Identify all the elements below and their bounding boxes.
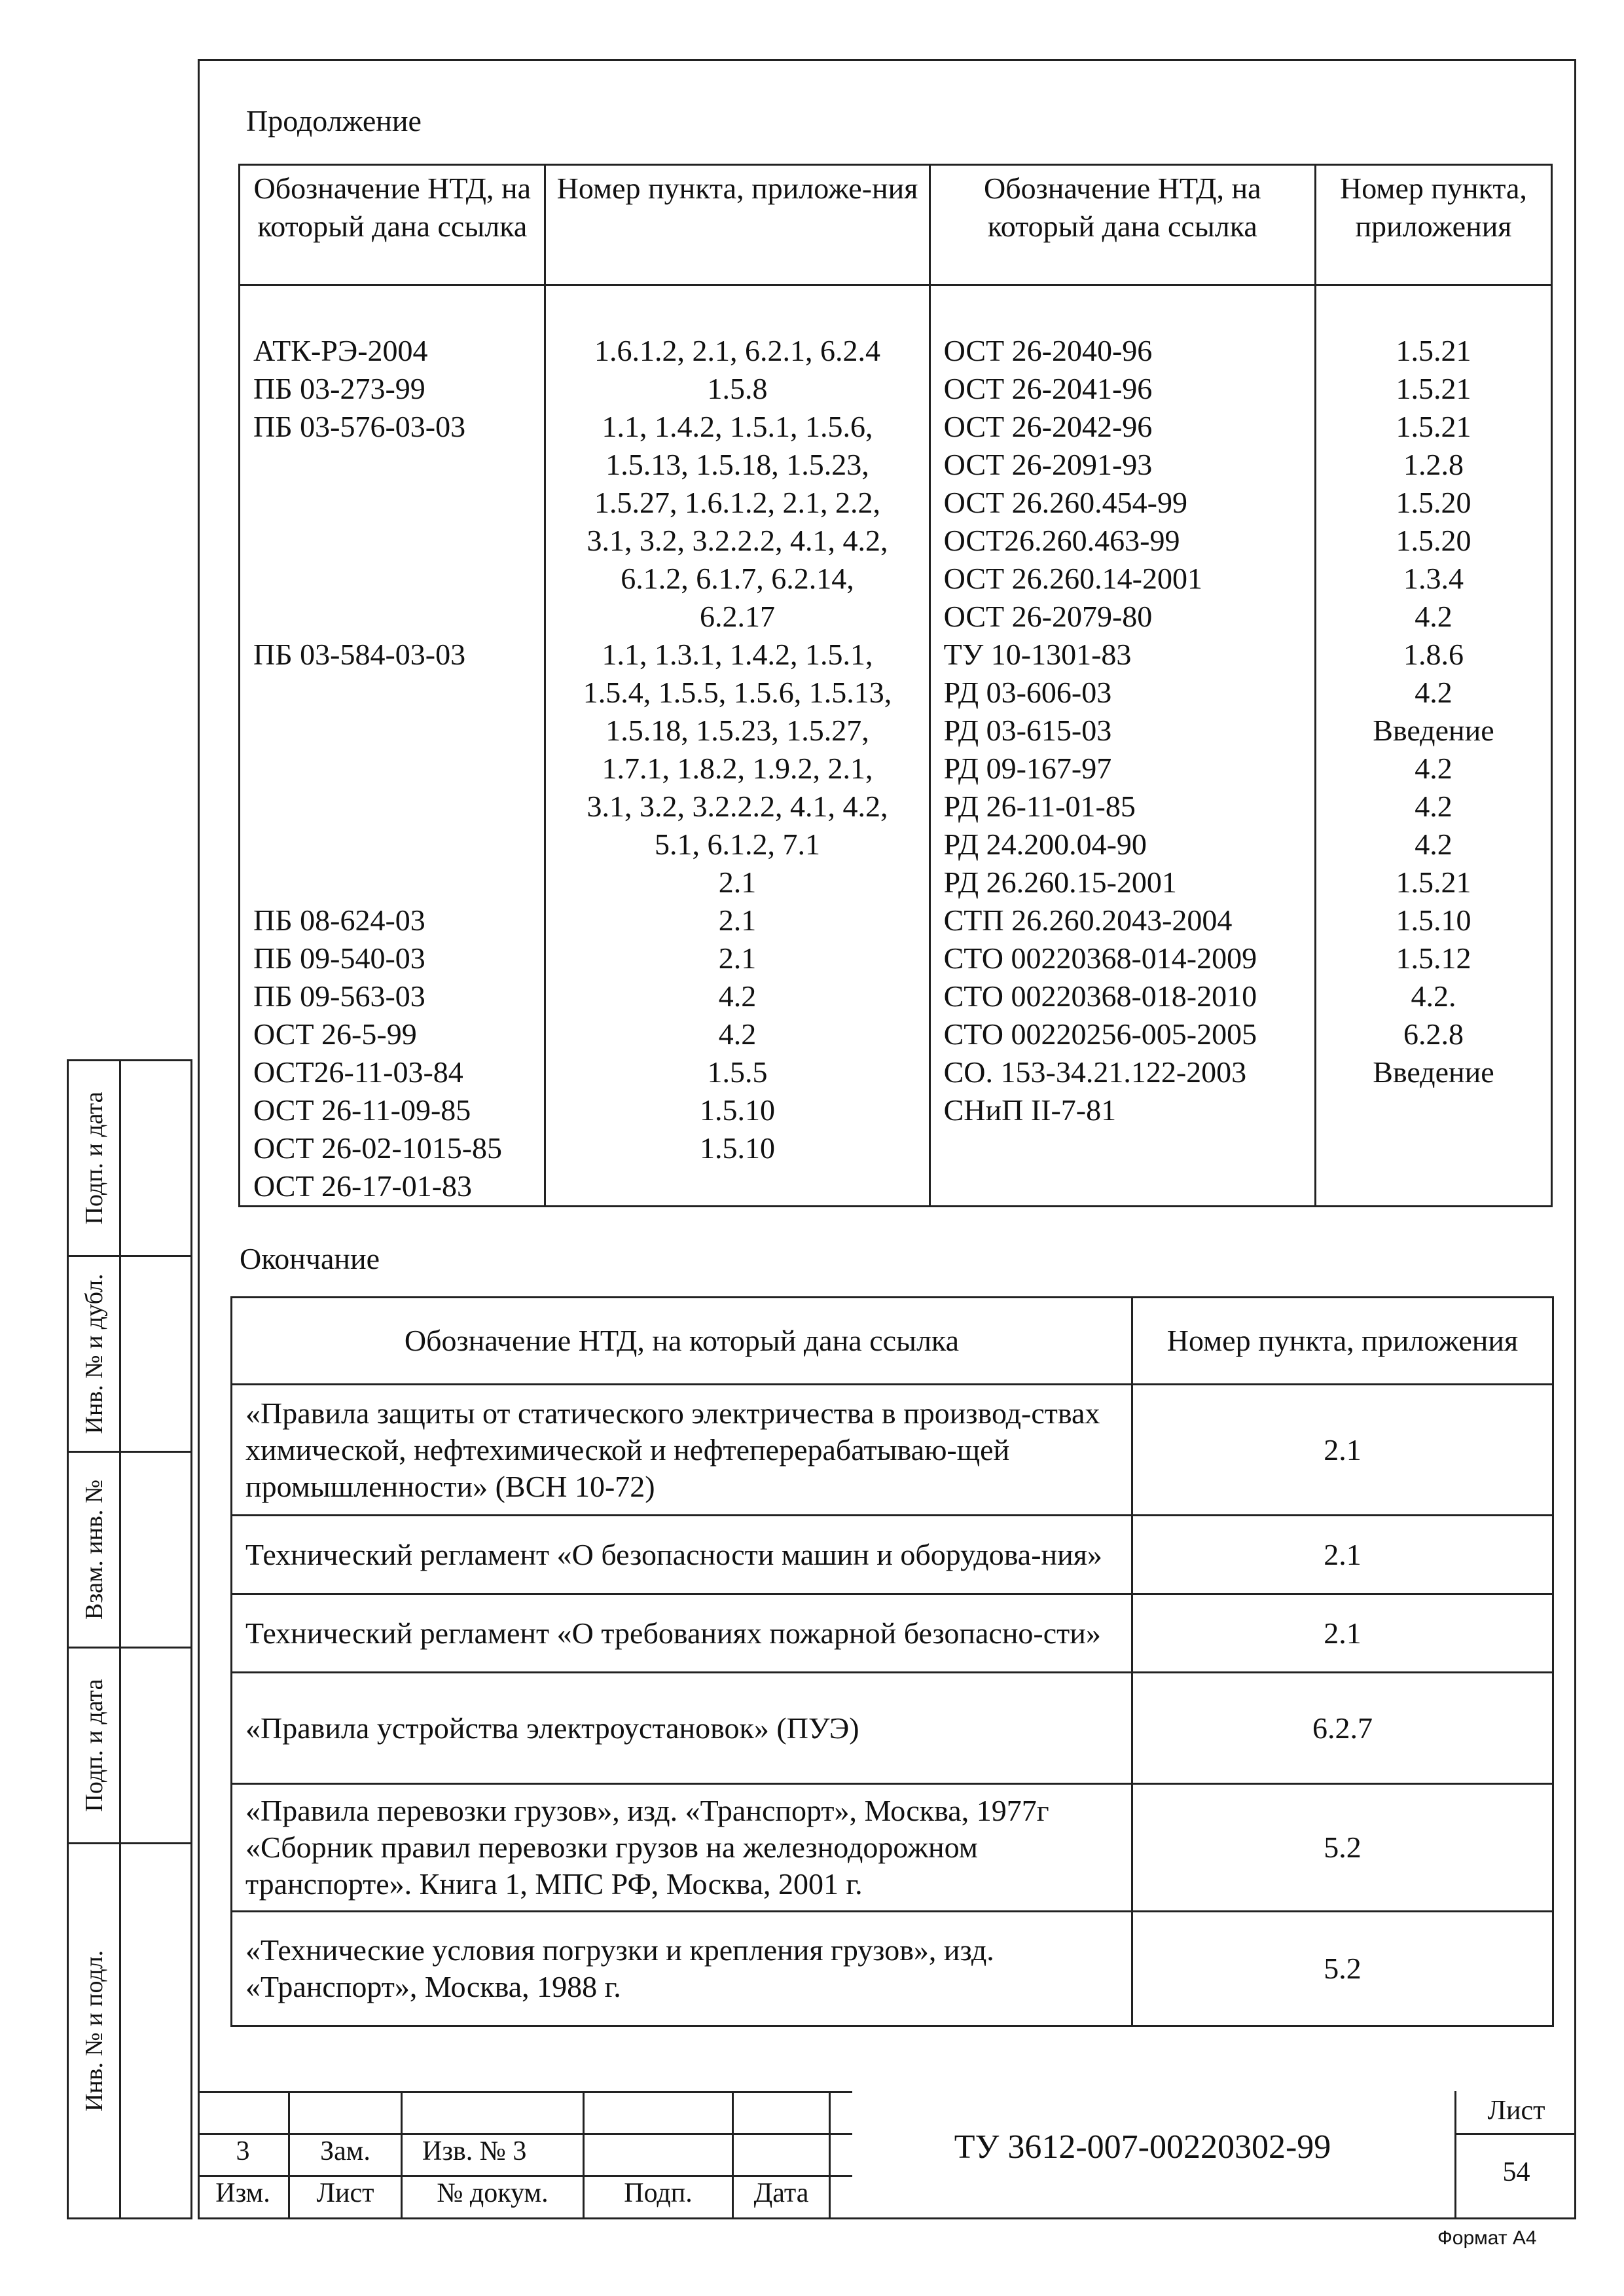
list-item: 4.2 — [1415, 752, 1453, 785]
side-stamp-label-cell — [69, 1844, 121, 2217]
tb-hdr-izm: Изм. — [215, 2178, 270, 2208]
list-item: ОСТ 26.260.14-2001 — [943, 562, 1202, 595]
list-item: РД 09-167-97 — [943, 752, 1112, 785]
list-item: 4.2 — [718, 979, 757, 1013]
list-item: ОСТ 26-2079-80 — [943, 600, 1153, 633]
t2-header-doc: Обозначение НТД, на который дана ссылка — [232, 1298, 1132, 1385]
table-row — [232, 1673, 1553, 1784]
list-item: СТО 00220256-005-2005 — [943, 1017, 1257, 1051]
list-item: ОСТ 26-5-99 — [253, 1017, 417, 1051]
continuation-label: Продолжение — [246, 104, 422, 137]
t2-doc: «Правила защиты от статического электричества в производ-ствах химической, нефтехимической и нефтеперерабатываю-щей промышленности» (ВСН 10-72) — [232, 1385, 1132, 1516]
side-stamp-original-inv — [67, 1842, 192, 2219]
list-item: РД 26-11-01-85 — [943, 790, 1136, 823]
list-item: 4.2. — [1411, 979, 1456, 1013]
list-item: 1.5.20 — [1396, 486, 1471, 519]
list-item: СТО 00220368-018-2010 — [943, 979, 1257, 1013]
list-item: ПБ 09-563-03 — [253, 979, 425, 1013]
list-item: 1.1, 1.4.2, 1.5.1, 1.5.6, — [602, 410, 873, 443]
side-stamp-sign-date-1 — [67, 1059, 192, 1257]
list-item — [253, 750, 544, 788]
table-row — [232, 1385, 1553, 1516]
list-item: ОСТ 26-17-01-83 — [253, 1169, 473, 1203]
side-stamp-label: Взам. инв. № — [80, 1479, 108, 1620]
t1-left-points-column — [545, 285, 929, 1207]
side-stamp-label-cell — [69, 1649, 121, 1842]
list-item: 2.1 — [718, 941, 757, 975]
list-item: СТП 26.260.2043-2004 — [943, 903, 1233, 937]
t1-left-docs-column — [240, 285, 545, 1207]
list-item: 5.1, 6.1.2, 7.1 — [655, 828, 821, 861]
list-item: РД 26.260.15-2001 — [943, 866, 1177, 899]
side-stamp-label: Инв. № и дубл. — [80, 1273, 108, 1434]
side-stamp-label: Подп. и дата — [80, 1091, 108, 1225]
list-item: 1.2.8 — [1403, 448, 1464, 481]
references-table-ending — [230, 1296, 1554, 2027]
list-item: СО. 153-34.21.122-2003 — [943, 1055, 1247, 1089]
tb-hdr-doc: № докум. — [437, 2178, 549, 2208]
list-item: ОСТ 26-2040-96 — [943, 334, 1153, 367]
tb-sheet-label: Лист — [1487, 2096, 1545, 2126]
list-item — [253, 826, 544, 864]
list-item: ТУ 10-1301-83 — [943, 638, 1132, 671]
table-row — [232, 1784, 1553, 1912]
table-row — [232, 1912, 1553, 2026]
tb-change-no: 3 — [236, 2136, 250, 2166]
list-item: 1.5.18, 1.5.23, 1.5.27, — [605, 714, 869, 747]
side-stamp-label: Инв. № и подл. — [80, 1950, 108, 2112]
list-item: 6.1.2, 6.1.7, 6.2.14, — [621, 562, 854, 595]
t1-right-points-column — [1315, 285, 1551, 1207]
list-item: ОСТ 26-2041-96 — [943, 372, 1153, 405]
t2-doc: «Правила перевозки грузов», изд. «Транспорт», Москва, 1977г «Сборник правил перевозки грузов на железнодорожном транспорте». Книга 1, МПС РФ, Москва, 2001 г. — [232, 1784, 1132, 1912]
list-item: ОСТ 26.260.454-99 — [943, 486, 1187, 519]
t2-doc: «Правила устройства электроустановок» (ПУЭ) — [232, 1673, 1132, 1784]
list-item: 1.5.4, 1.5.5, 1.5.6, 1.5.13, — [583, 676, 892, 709]
tb-change-doc: Изв. № 3 — [422, 2136, 527, 2166]
tb-line — [198, 2175, 852, 2177]
list-item: 1.5.8 — [707, 372, 768, 405]
tb-hdr-date: Дата — [753, 2178, 809, 2208]
list-item: РД 03-606-03 — [943, 676, 1112, 709]
tb-line — [198, 2133, 852, 2135]
list-item: 1.5.21 — [1396, 410, 1471, 443]
list-item — [253, 712, 544, 750]
list-item: 1.1, 1.3.1, 1.4.2, 1.5.1, — [602, 638, 873, 671]
list-item: 1.3.4 — [1403, 562, 1464, 595]
list-item: 6.2.8 — [1403, 1017, 1464, 1051]
t2-num: 2.1 — [1132, 1594, 1553, 1673]
list-item: 1.5.21 — [1396, 866, 1471, 899]
list-item: СНиП II-7-81 — [943, 1093, 1117, 1127]
list-item: 4.2 — [1415, 828, 1453, 861]
list-item — [253, 560, 544, 598]
t2-num: 5.2 — [1132, 1784, 1553, 1912]
list-item — [253, 446, 544, 484]
table1-header-row — [240, 165, 1552, 285]
list-item: 1.8.6 — [1403, 638, 1464, 671]
t2-num: 2.1 — [1132, 1385, 1553, 1516]
tb-line — [1454, 2133, 1576, 2135]
list-item: ПБ 08-624-03 — [253, 903, 425, 937]
list-item: ОСТ26.260.463-99 — [943, 524, 1180, 557]
ending-label: Окончание — [240, 1242, 380, 1275]
side-stamp-replace-inv — [67, 1451, 192, 1649]
format-label: Формат А4 — [1437, 2227, 1537, 2249]
list-item: ОСТ 26-02-1015-85 — [253, 1131, 503, 1165]
list-item — [253, 788, 544, 826]
table-row — [232, 1594, 1553, 1673]
t2-num: 2.1 — [1132, 1516, 1553, 1594]
tb-hdr-sign: Подп. — [624, 2178, 693, 2208]
tb-change-type: Зам. — [320, 2136, 370, 2166]
side-stamp-label: Подп. и дата — [80, 1679, 108, 1812]
list-item: 6.2.17 — [700, 600, 776, 633]
list-item: 1.7.1, 1.8.2, 1.9.2, 2.1, — [602, 752, 873, 785]
t2-doc: «Технические условия погрузки и крепления грузов», изд. «Транспорт», Москва, 1988 г. — [232, 1912, 1132, 2026]
table-row — [232, 1516, 1553, 1594]
list-item: 1.5.27, 1.6.1.2, 2.1, 2.2, — [594, 486, 881, 519]
list-item — [253, 522, 544, 560]
list-item: РД 03-615-03 — [943, 714, 1112, 747]
list-item: 1.5.13, 1.5.18, 1.5.23, — [605, 448, 869, 481]
list-item: ПБ 03-584-03-03 — [253, 638, 466, 671]
t2-doc: Технический регламент «О безопасности машин и оборудова-ния» — [232, 1516, 1132, 1594]
table2-header-row — [232, 1298, 1553, 1385]
side-stamp-label-cell — [69, 1453, 121, 1647]
list-item: 1.5.5 — [707, 1055, 768, 1089]
list-item: ОСТ 26-2042-96 — [943, 410, 1153, 443]
list-item: 1.5.10 — [700, 1131, 776, 1165]
list-item: 4.2 — [1415, 676, 1453, 709]
list-item: ПБ 09-540-03 — [253, 941, 425, 975]
t2-header-num: Номер пункта, приложения — [1132, 1298, 1553, 1385]
t1-header-point-right: Номер пункта, приложения — [1315, 165, 1551, 285]
list-item: ПБ 03-576-03-03 — [253, 410, 466, 443]
t1-header-doc-left: Обозначение НТД, на который дана ссылка — [240, 165, 545, 285]
list-item: ПБ 03-273-99 — [253, 372, 425, 405]
sheet-number: 54 — [1502, 2157, 1530, 2187]
list-item: РД 24.200.04-90 — [943, 828, 1147, 861]
tb-hdr-list: Лист — [316, 2178, 374, 2208]
list-item: ОСТ26-11-03-84 — [253, 1055, 463, 1089]
list-item: 1.5.10 — [1396, 903, 1471, 937]
list-item: 3.1, 3.2, 3.2.2.2, 4.1, 4.2, — [586, 790, 888, 823]
list-item: Введение — [1373, 1055, 1494, 1089]
t1-header-doc-right: Обозначение НТД, на который дана ссылка — [929, 165, 1315, 285]
t2-num: 5.2 — [1132, 1912, 1553, 2026]
table1-body-row — [240, 285, 1552, 1207]
list-item: ОСТ 26-2091-93 — [943, 448, 1153, 481]
list-item: 1.5.21 — [1396, 334, 1471, 367]
list-item: 1.5.10 — [700, 1093, 776, 1127]
side-stamp-label-cell — [69, 1257, 121, 1451]
list-item: ОСТ 26-11-09-85 — [253, 1093, 471, 1127]
list-item: 4.2 — [718, 1017, 757, 1051]
tb-line — [198, 2091, 852, 2093]
list-item: 1.5.21 — [1396, 372, 1471, 405]
references-table-continuation — [238, 164, 1553, 1207]
list-item: 1.5.20 — [1396, 524, 1471, 557]
list-item — [253, 674, 544, 712]
list-item: Введение — [1373, 714, 1494, 747]
t2-num: 6.2.7 — [1132, 1673, 1553, 1784]
list-item: 2.1 — [718, 903, 757, 937]
t1-header-point-left: Номер пункта, приложе-ния — [545, 165, 929, 285]
document-code: ТУ 3612-007-00220302-99 — [954, 2128, 1331, 2166]
list-item: 1.5.12 — [1396, 941, 1471, 975]
list-item: 2.1 — [718, 866, 757, 899]
side-stamp-dup-inv — [67, 1255, 192, 1453]
list-item: СТО 00220368-014-2009 — [943, 941, 1257, 975]
list-item: 1.6.1.2, 2.1, 6.2.1, 6.2.4 — [594, 334, 881, 367]
list-item — [253, 864, 544, 902]
list-item: 4.2 — [1415, 790, 1453, 823]
list-item: 3.1, 3.2, 3.2.2.2, 4.1, 4.2, — [586, 524, 888, 557]
list-item: АТК-РЭ-2004 — [253, 334, 428, 367]
t1-right-docs-column — [929, 285, 1315, 1207]
list-item: 4.2 — [1415, 600, 1453, 633]
side-stamp-label-cell — [69, 1061, 121, 1255]
list-item — [253, 598, 544, 636]
t2-doc: Технический регламент «О требованиях пожарной безопасно-сти» — [232, 1594, 1132, 1673]
side-stamp-sign-date-2 — [67, 1647, 192, 1844]
list-item — [1316, 1091, 1551, 1129]
list-item — [253, 484, 544, 522]
